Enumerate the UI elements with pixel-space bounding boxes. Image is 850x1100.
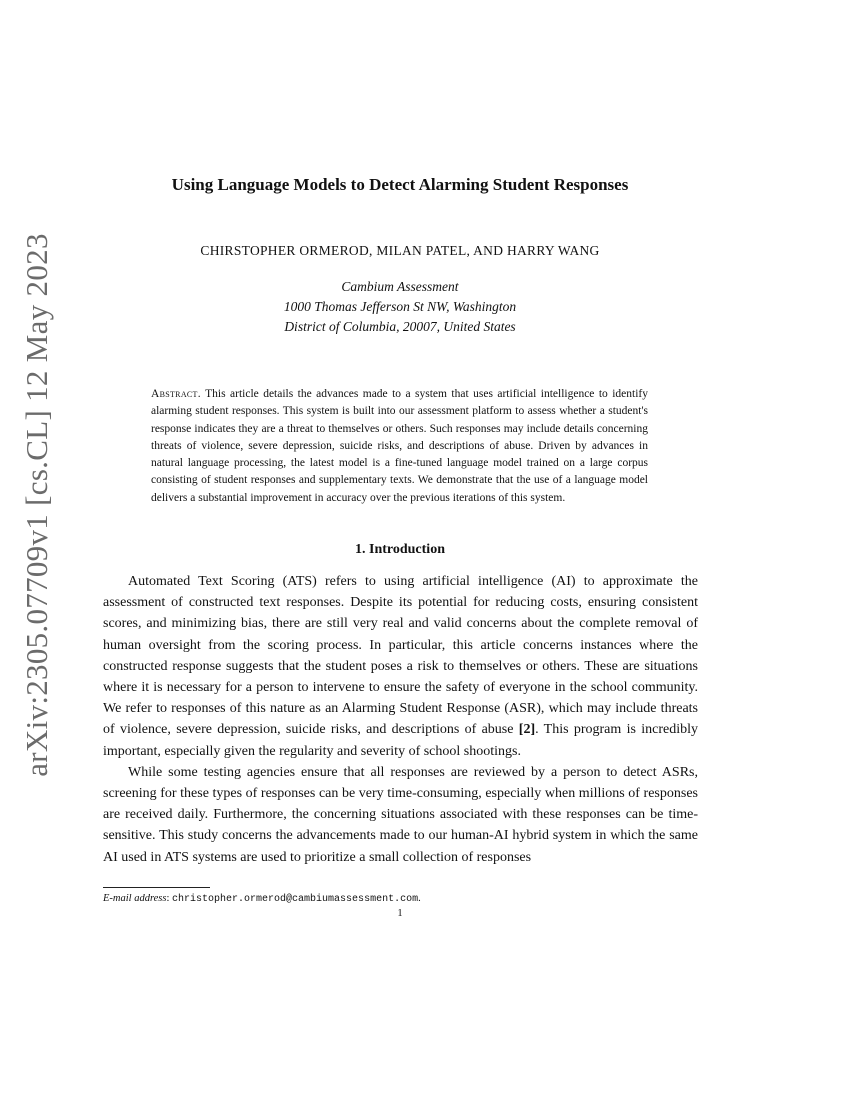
footnote: E-mail address: christopher.ormerod@cambiumassessment.com.	[103, 893, 421, 905]
page-number: 1	[397, 908, 403, 919]
affiliation	[100, 277, 700, 337]
abstract-label: Abstract.	[151, 388, 201, 400]
paragraph-1	[103, 571, 698, 762]
affiliation-line-2: 1000 Thomas Jefferson St NW, Washington	[283, 299, 517, 314]
affiliation-line-3: District of Columbia, 20007, United States	[284, 319, 516, 334]
abstract	[151, 386, 648, 507]
affiliation-line-1: Cambium Assessment	[341, 279, 459, 294]
arxiv-identifier: arXiv:2305.07709v1 [cs.CL] 12 May 2023	[19, 233, 54, 777]
abstract-text: This article details the advances made to a system that uses artificial intelligence to identify alarming student responses. This system is built into our assessment platform to assess whether a student's response indicates they are a threat to themselves or others. Such responses may include details concerning threats of violence, severe depression, suicide risks, and descriptions of abuse. Driven by advances in natural language processing, the latest model is a fine-tuned language model trained on a large corpus consisting of student responses and supplementary texts. We demonstrate that the use of a language model delivers a substantial improvement in accuracy over the previous iterations of this system.	[151, 388, 649, 504]
citation-link[interactable]: [2]	[518, 722, 536, 738]
paragraph-1-text-b: . This program is incredibly important, especially given the regularity and severity of school shootings.	[103, 722, 698, 759]
paper-title: Using Language Models to Detect Alarming Student Responses	[171, 175, 629, 194]
footnote-rule	[103, 887, 210, 888]
arxiv-sidebar	[19, 233, 54, 777]
footnote-email[interactable]: christopher.ormerod@cambiumassessment.com	[172, 894, 419, 905]
paragraph-1-text-a: Automated Text Scoring (ATS) refers to using artificial intelligence (AI) to approximate the assessment of constructed text responses. Despite its potential for reducing costs, ensuring consistent scores, and minimizing bias, there are still very real and valid concerns about the complete removal of human oversight from the scoring process. In particular, this article concerns instances where the constructed response suggests that the student poses a risk to themselves or others. These are situations where it is necessary for a person to intervene to ensure the safety of everyone in the school community. We refer to responses of this nature as an Alarming Student Response (ASR), which may include threats of violence, severe depression, suicide risks, and descriptions of abuse	[103, 574, 698, 738]
introduction-body	[103, 571, 698, 868]
section-heading-introduction: 1. Introduction	[355, 542, 445, 557]
footnote-label: E-mail address	[103, 893, 167, 904]
author-list: CHIRSTOPHER ORMEROD, MILAN PATEL, AND HARRY WANG	[200, 243, 600, 258]
paragraph-2: While some testing agencies ensure that all responses are reviewed by a person to detect ASRs, screening for these types of responses can be very time-consuming, especially when millions of responses are received daily. Furthermore, the concerning situations associated with these responses can be time-sensitive. This study concerns the advancements made to our human-AI hybrid system in which the same AI used in ATS systems are used to prioritize a small collection of responses	[103, 764, 698, 865]
